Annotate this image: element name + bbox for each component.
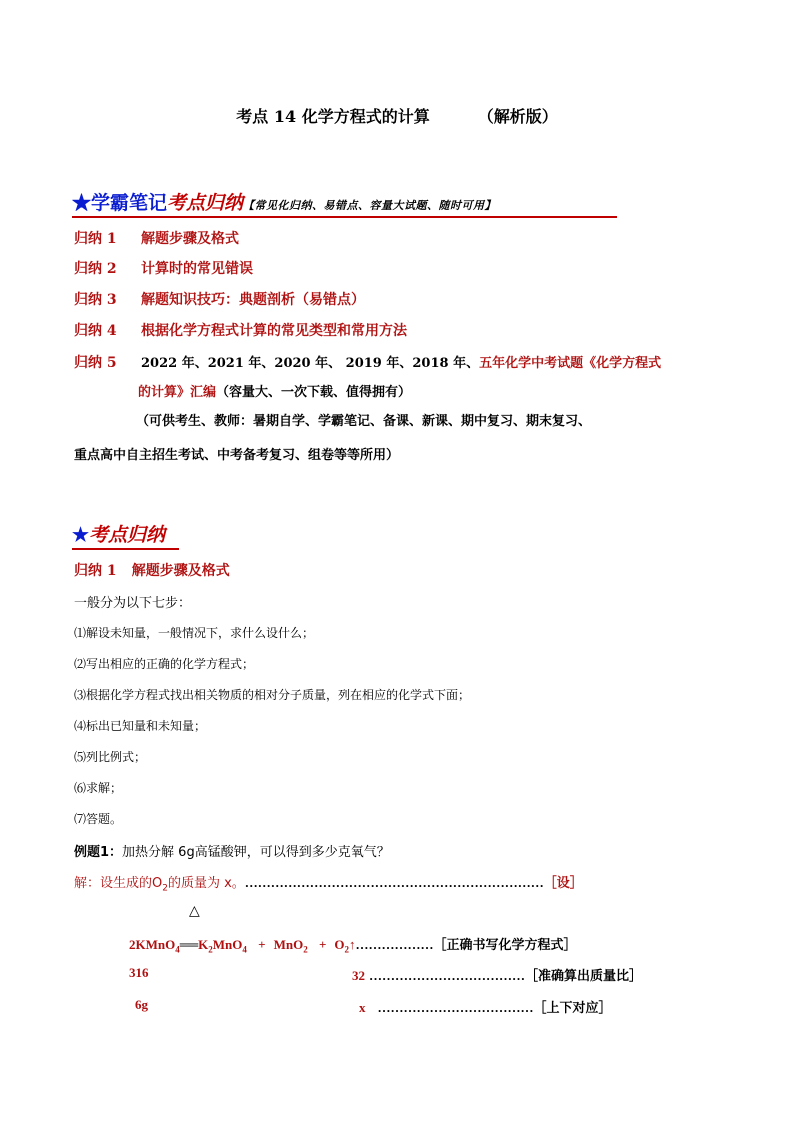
summary5-line2: [138, 381, 411, 400]
example-question-text: 加热分解 6g高锰酸钾，可以得到多少克氧气？: [122, 845, 390, 860]
step-item: ⑵写出相应的正确的化学方程式；: [74, 657, 255, 671]
notes-star-label: ★学霸笔记: [72, 192, 168, 214]
page-title: [0, 104, 794, 127]
summary-label: 归纳 1: [74, 231, 117, 247]
steps-intro: 一般分为以下七步：: [74, 596, 192, 611]
summary5-red2: 的计算》汇编: [138, 385, 217, 400]
section2-header: [72, 520, 179, 550]
known-row-tag: ［上下对应］: [533, 1000, 612, 1015]
step-item: ⑸列比例式；: [74, 750, 147, 764]
example-question: [74, 841, 390, 860]
notes-italic-label: 考点归纳: [167, 192, 244, 214]
summary-label: 归纳 4: [74, 323, 117, 339]
summary-text: 计算时的常见错误: [141, 261, 253, 277]
title-main: 考点 14 化学方程式的计算: [236, 107, 430, 126]
summary5-black2: （容量大、一次下载、值得拥有）: [216, 385, 412, 400]
step-item: ⑴解设未知量，一般情况下，求什么设什么；: [74, 626, 315, 640]
subsection-heading: [74, 560, 230, 580]
title-suffix: （解析版）: [477, 107, 558, 126]
chemical-equation: $2KMnO_4══K_2MnO_4 + MnO_2$ + $O_2↑\dots\dots\dots\dots\dots\dots[$正确书写化学方程式］: [129, 937, 577, 955]
step-item: ⑺答题。: [74, 812, 123, 826]
mass-row-a: 316: [129, 965, 149, 980]
mass-row-tag: ［准确算出质量比］: [525, 968, 643, 983]
step-item: ⑷标出已知量和未知量；: [74, 719, 207, 733]
equation-tag: ［正确书写化学方程式］: [433, 937, 577, 952]
summary-item-4: [74, 320, 407, 340]
summary5-years: 2022 年、2021 年、2020 年、 2019 年、2018 年、: [141, 356, 480, 371]
summary-text: 解题知识技巧：典题剖析（易错点）: [141, 292, 365, 308]
step-item: ⑹求解；: [74, 781, 123, 795]
step-item: ⑶根据化学方程式找出相关物质的相对分子质量，列在相应的化学式下面；: [74, 688, 471, 702]
subsection-label: 归纳 1: [74, 563, 117, 579]
summary5-line3: （可供考生、教师：暑期自学、学霸笔记、备课、新课、期中复习、期末复习、: [136, 414, 592, 429]
known-row-a: 6g: [135, 997, 148, 1012]
section2-label: 考点归纳: [89, 524, 166, 546]
summary-label: 归纳 5: [74, 355, 117, 371]
known-row-b: x ………………………………［上下对应］: [359, 1000, 612, 1015]
summary5-line4: 重点高中自主招生考试、中考备考复习、组卷等等所用）: [74, 448, 400, 463]
mass-row-b: 32 ………………………………［准确算出质量比］: [352, 968, 643, 983]
notes-bracket-text: 【常见化归纳、易错点、容量大试题、随时可用】: [243, 199, 497, 212]
heat-triangle-icon: △: [189, 903, 200, 919]
section2-star: ★: [72, 524, 90, 546]
example-solution: 解：设生成的$O_2$的质量为 x。……………………………………………………………［设］: [74, 875, 583, 894]
summary-item-3: [74, 289, 365, 309]
summary5-red1: 五年化学中考试题《化学方程式: [479, 356, 662, 371]
summary-text: 解题步骤及格式: [141, 231, 239, 247]
summary-item-1: [74, 228, 239, 248]
example-label: 例题1：: [74, 845, 123, 860]
subsection-text: 解题步骤及格式: [131, 563, 230, 579]
summary-label: 归纳 2: [74, 261, 117, 277]
summary-text: 根据化学方程式计算的常见类型和常用方法: [141, 323, 407, 339]
summary-label: 归纳 3: [74, 292, 117, 308]
notes-header: [72, 188, 617, 218]
solution-tag: ［设］: [543, 875, 583, 890]
summary-item-5: [74, 352, 662, 372]
summary-item-2: [74, 258, 253, 278]
